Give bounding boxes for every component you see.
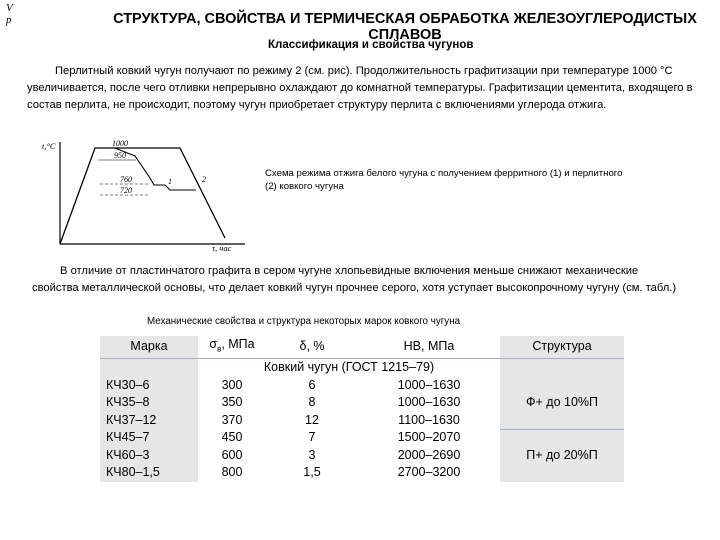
cell-delta: 3 [308,447,316,462]
cell-grade: КЧ37–12 [100,412,198,430]
paragraph-text: В отличие от пластинчатого графита в сером чугуне хлопьевидные включения меньше снижают механические свойства металлической основы, что делает ковкий чугун прочнее серого, хотя уступает высокопрочному чугуну (см. табл.) [32,265,677,294]
cell-grade: КЧ30–6 [100,377,198,395]
page-title: СТРУКТУРА, СВОЙСТВА И ТЕРМИЧЕСКАЯ ОБРАБОТКА ЖЕЛЕЗОУГЛЕРОДИСТЫХ СПЛАВОВ [113,11,697,43]
paragraph-pearlitic-iron [27,63,695,114]
y-axis-label: t,°С [42,141,56,151]
corner-marker-line2: р [6,14,12,26]
cell-hb: 2700–3200 [397,465,461,479]
cell-hb: 1000–1630 [397,395,461,409]
cell-hb: 1100–1630 [398,412,460,427]
page-subtitle: Классификация и свойства чугунов [268,39,474,51]
paragraph-malleable-comparison [32,263,682,297]
cell-grade: КЧ45–7 [100,429,198,447]
cell-sigma: 300 [221,377,243,392]
cell-sigma: 450 [221,430,243,444]
header-structure: Структура [500,336,624,359]
properties-table [100,336,624,482]
table-caption: Механические свойства и структура некоторых марок ковкого чугуна [147,316,461,327]
curve-1-label: 1 [168,177,172,186]
label-1000: 1000 [112,139,128,148]
header-sigma: $\sigma_в$, МПа [198,336,266,359]
curve-2-label: 2 [202,175,206,184]
x-axis-label: τ, час [212,243,232,253]
annealing-graph [40,138,250,256]
cell-delta: 6 [308,377,316,392]
label-720: 720 [120,186,132,195]
cell-structure-ferrite: Ф+ до 10%П [500,377,624,430]
table-group-row [100,359,624,377]
table-row [100,429,624,447]
cell-hb: 1500–2070 [397,430,461,444]
graph-caption: Схема режима отжига белого чугуна с получением ферритного (1) и перлитного (2) ковкого чугуна [265,168,623,192]
table-header-row [100,336,624,359]
cell-sigma: 800 [221,465,243,479]
cell-delta: 7 [308,430,316,444]
cell-hb: 1000–1630 [397,377,461,392]
cell-grade: КЧ80–1,5 [100,464,198,482]
cell-sigma: 370 [221,412,243,427]
cell-sigma: 600 [221,447,243,462]
header-hb: HB, МПа [358,336,500,359]
curve-1-line [60,148,225,244]
curve-2-line [95,148,196,190]
label-760: 760 [120,175,132,184]
header-delta: δ, % [266,336,358,359]
cell-delta: 12 [305,412,319,427]
cell-grade: КЧ60–3 [100,447,198,465]
paragraph-text: Перлитный ковкий чугун получают по режиму 2 (см. рис). Продолжительность графитизации при температуре 1000 °С увеличивается, после чего отливки непрерывно охлаждают до комнатной температуры. Графитизации цементита, входящего в состав перлита, не происходит, поэтому чугун приобретает структуру перлита с включениями углерода отжига. [27,65,693,111]
cell-structure-pearlite: П+ до 20%П [500,429,624,482]
header-grade: Марка [100,336,198,359]
label-950: 950 [114,151,126,160]
cell-delta: 8 [308,395,316,409]
table-row [100,377,624,395]
cell-grade: КЧ35–8 [100,394,198,412]
corner-marker-line1: V [6,2,13,14]
cell-delta: 1,5 [303,465,321,479]
cell-hb: 2000–2690 [397,447,461,462]
cell-sigma: 350 [221,395,243,409]
group-label: Ковкий чугун (ГОСТ 1215–79) [263,360,435,374]
